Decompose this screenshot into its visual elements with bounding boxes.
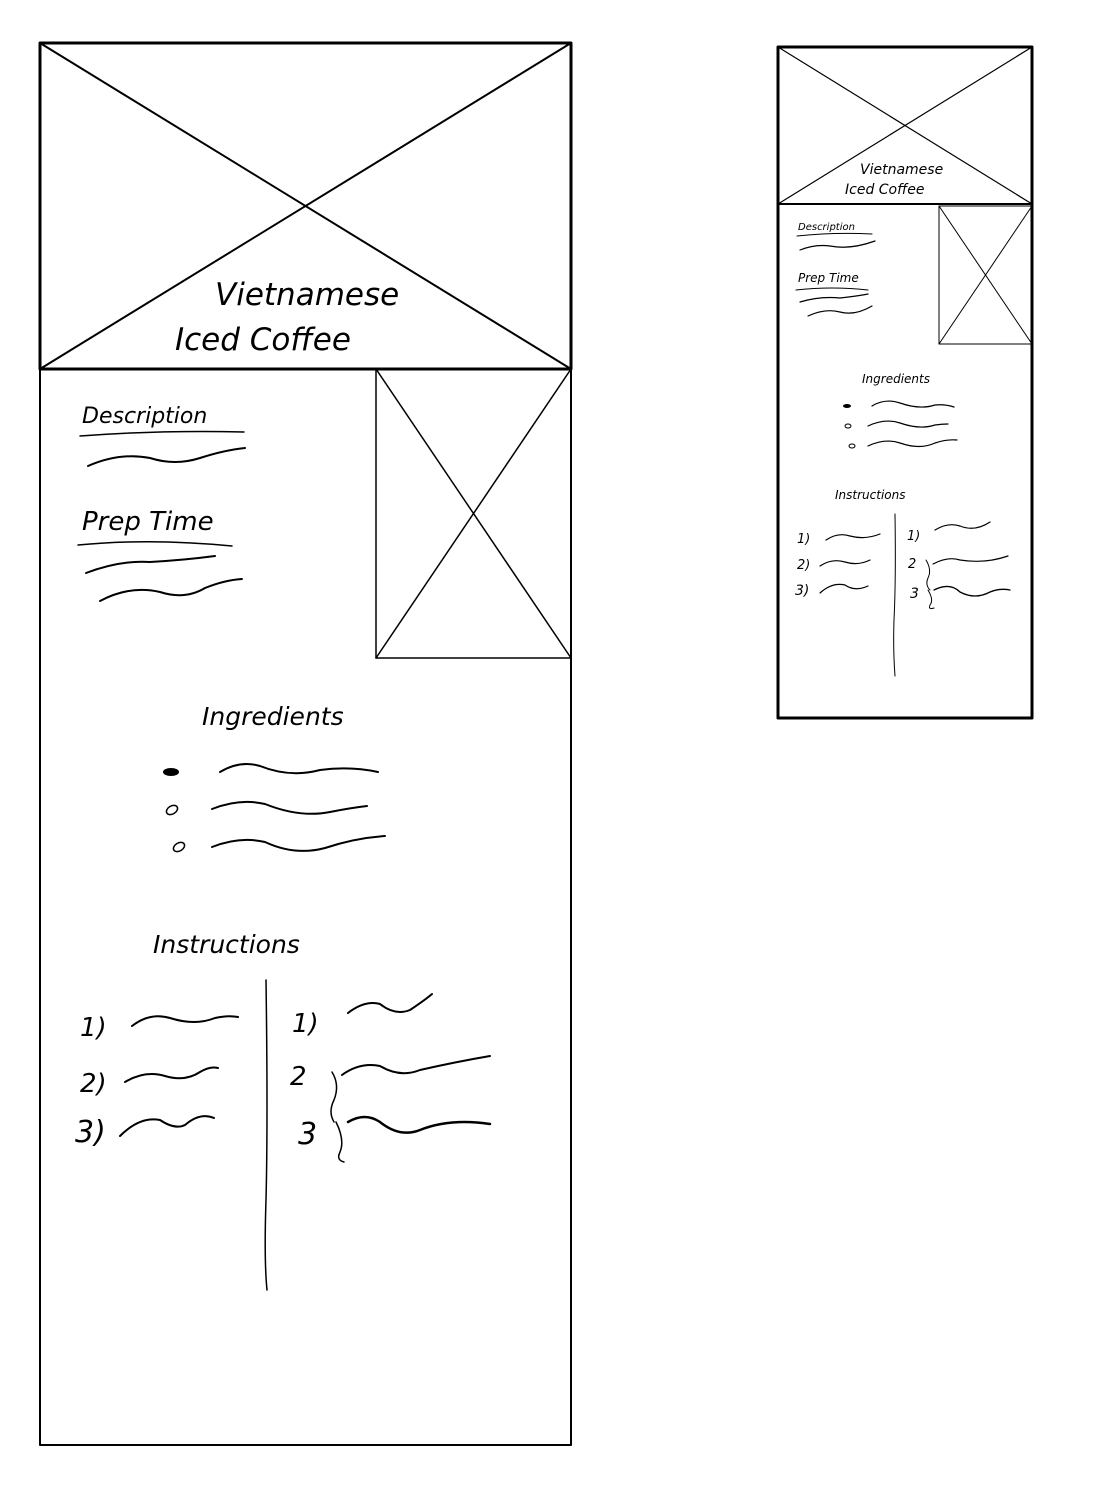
large-prep-time-squiggle-2 [100,579,242,601]
large-ingredient-line-3 [212,836,385,851]
small-ingredients-label: Ingredients [862,372,930,386]
large-step-right-3-line [348,1117,490,1133]
large-step-right-2-brace [331,1072,337,1122]
small-step-right-3-brace [928,590,934,609]
small-step-left-1-line [826,534,880,540]
small-step-right-2-brace [926,560,930,590]
large-prep-time-label: Prep Time [82,507,214,537]
large-step-right-3-number: 3 [298,1117,318,1152]
large-description-underline [80,432,244,437]
large-ingredient-bullet-1 [163,768,179,776]
large-step-left-2-number: 2) [80,1069,107,1099]
large-ingredients-label: Ingredients [202,702,344,731]
large-recipe-title-line1: Vietnamese [215,277,400,313]
large-hero-image-placeholder [40,43,571,369]
small-ingredient-bullet-1 [843,404,851,408]
small-ingredient-bullet-2 [845,424,851,428]
large-description-label: Description [82,404,208,429]
small-prep-time-squiggle-1 [800,294,868,302]
small-instructions-divider [894,514,896,676]
small-ingredient-bullet-3 [849,444,855,448]
large-description-squiggle [88,448,245,466]
small-step-right-2-line [933,556,1008,564]
small-wireframe [778,47,1032,718]
small-step-right-1-line [935,522,990,530]
small-step-right-1-number: 1) [907,529,921,544]
small-prep-time-squiggle-2 [808,306,872,316]
large-prep-time-underline [78,542,232,546]
large-step-right-1-number: 1) [292,1009,319,1039]
small-step-left-2-number: 2) [797,558,811,573]
large-instructions-divider [265,980,267,1290]
small-description-label: Description [798,222,855,233]
large-step-left-3-line [120,1116,214,1136]
small-step-left-2-line [820,560,870,566]
large-side-image-placeholder [376,369,571,658]
small-description-underline [797,233,872,236]
large-step-right-1-line [348,994,432,1013]
large-step-left-1-number: 1) [80,1013,107,1043]
large-instructions-label: Instructions [153,930,300,959]
large-step-right-2-line [342,1056,490,1075]
small-ingredient-line-2 [868,421,948,427]
large-ingredient-bullet-3 [172,841,186,854]
large-step-left-2-line [125,1068,218,1083]
large-wireframe [40,43,571,1445]
small-prep-time-label: Prep Time [798,271,859,285]
small-step-left-1-number: 1) [797,532,811,547]
large-recipe-title-line2: Iced Coffee [175,322,351,358]
large-step-left-3-number: 3) [75,1115,106,1150]
small-recipe-title-line2: Iced Coffee [845,182,925,198]
small-step-left-3-number: 3) [795,583,810,599]
small-step-right-2-number: 2 [908,557,917,572]
large-ingredient-line-1 [220,764,378,773]
small-recipe-title-line1: Vietnamese [860,162,944,178]
large-prep-time-squiggle-1 [86,556,215,573]
small-side-image-placeholder [939,206,1032,344]
small-step-right-3-number: 3 [910,586,919,602]
large-step-right-2-number: 2 [290,1062,307,1092]
small-step-left-3-line [820,584,868,593]
large-ingredient-line-2 [212,802,367,814]
small-ingredient-line-3 [868,440,957,447]
large-ingredient-bullet-2 [165,804,179,817]
small-prep-time-underline [796,288,868,290]
small-instructions-label: Instructions [835,488,906,502]
large-page-frame [40,43,571,1445]
large-step-right-3-brace [336,1122,344,1162]
large-step-left-1-line [132,1016,238,1026]
small-description-squiggle [800,241,875,250]
small-hero-image-placeholder [778,47,1032,204]
small-step-right-3-line [934,586,1010,596]
small-ingredient-line-1 [872,401,954,407]
